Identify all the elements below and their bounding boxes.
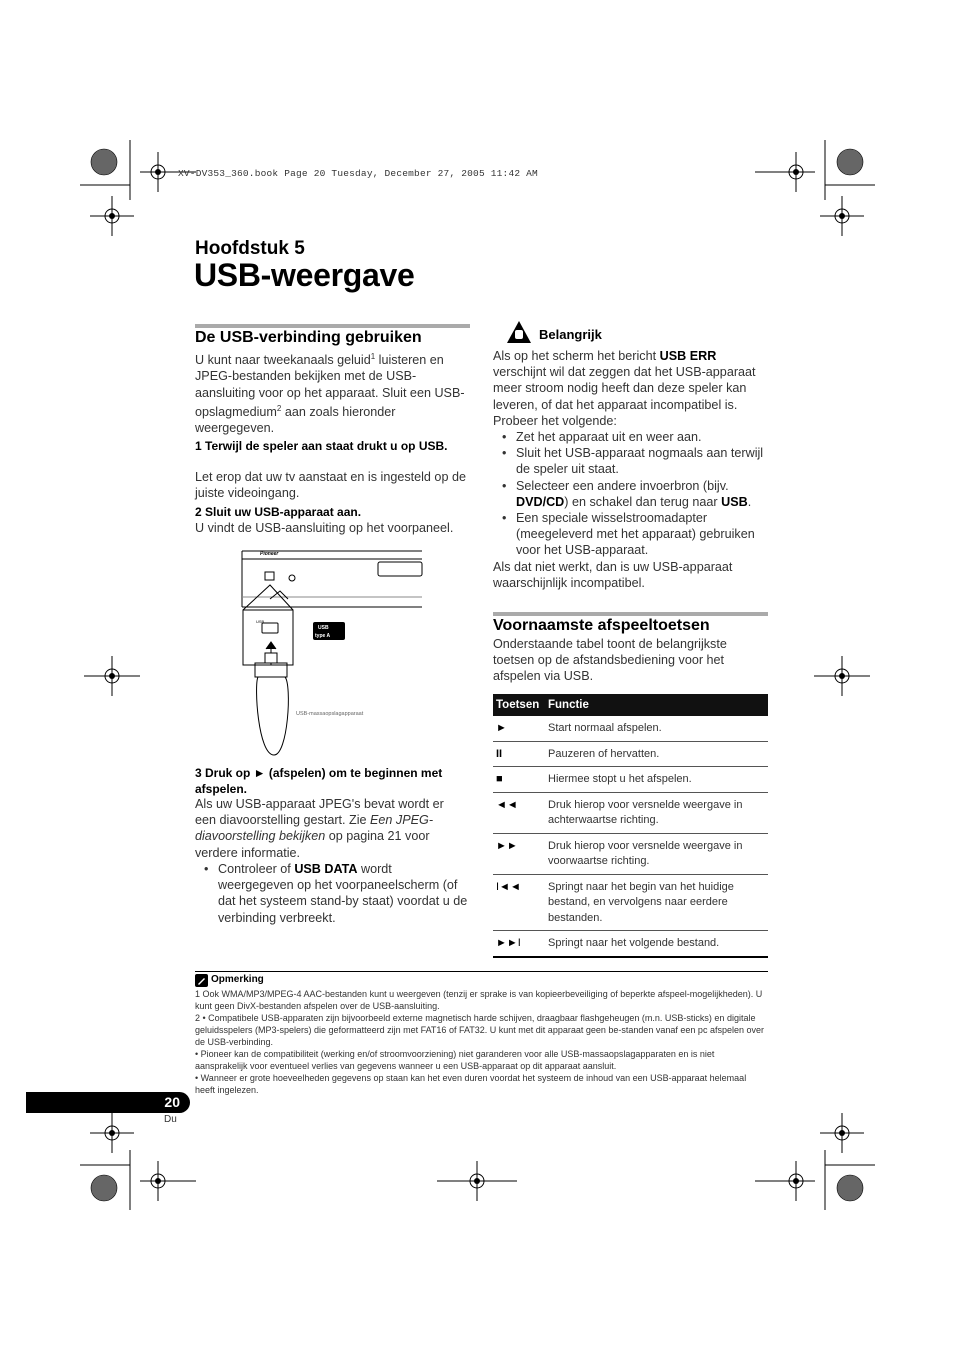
key-function: Druk hierop voor versnelde weergave in achterwaartse richting. (545, 792, 768, 833)
intro-text: luisteren en JPEG-bestanden bekijken met de USB-aansluiting voor op het apparaat. Sluit een USB-opslagmedium (195, 353, 465, 419)
intro-text: aan zoals hieronder weergegeven. (195, 404, 396, 436)
usb-data-label: USB DATA (294, 862, 358, 876)
step-3-text (195, 796, 467, 861)
usb-label: USB (721, 494, 748, 509)
footnote-4: • Wanneer er grote hoeveelheden gegevens op staan kan het even duren voordat het systeem de inhoud van een USB-apparaat helemaal heeft ingelezen. (195, 1073, 747, 1095)
table-row (493, 874, 768, 931)
key-function: Hiermee stopt u het afspelen. (545, 767, 768, 793)
list-item: • Zet het apparaat uit en weer aan. (493, 429, 768, 445)
chapter-label: Hoofdstuk 5 (195, 238, 305, 259)
brand-logo: Pioneer (260, 551, 279, 557)
table-row (493, 833, 768, 874)
usb-type-label-1: USB (318, 625, 329, 631)
important-title: Belangrijk (539, 327, 602, 342)
print-header: XV-DV353_360.book Page 20 Tuesday, December 27, 2005 11:42 AM (178, 168, 538, 179)
warning-icon (506, 320, 532, 344)
key-stop: ■ (493, 767, 545, 793)
key-pause: II (493, 741, 545, 767)
important-after: Als dat niet werkt, dan is uw USB-apparaat waarschijnlijk incompatibel. (493, 559, 733, 590)
key-rewind: ◄◄ (493, 792, 545, 833)
intro-text: U kunt naar tweekanaals geluid (195, 353, 371, 368)
important-text-part: verschijnt wil dat zeggen dat het USB-apparaat meer stroom nodig heeft dan deze speler kan leveren, of dat het apparaat incompatibel is. Probeer het volgende: (493, 365, 756, 428)
table-row (493, 792, 768, 833)
step-2-text: U vindt de USB-aansluiting op het voorpaneel. (195, 521, 454, 535)
list-item: • Sluit het USB-apparaat nogmaals aan terwijl de speler uit staat. (493, 445, 768, 477)
step-3-text-part: Als uw USB-apparaat JPEG's bevat wordt er een diavoorstelling gestart. Zie (195, 797, 444, 828)
important-text-part: Als op het scherm het bericht (493, 349, 660, 363)
list-item: • Een speciale wisselstroomadapter (meegeleverd met het apparaat) gebruiken voor het USB-apparaat. (493, 510, 768, 559)
section-heading-usb: De USB-verbinding gebruiken (195, 329, 422, 346)
keys-intro: Onderstaande tabel toont de belangrijkste toetsen op de afstandsbediening voor het afspelen via USB. (493, 637, 727, 684)
dvd-cd-label: DVD/CD (516, 494, 565, 509)
table-row (493, 931, 768, 957)
table-header-row (493, 694, 768, 716)
footnote-ref-2: 2 (276, 403, 282, 413)
table-row (493, 741, 768, 767)
important-text (493, 348, 768, 591)
footnote-ref-1: 1 (370, 352, 376, 361)
usb-device-label: USB-massaopslagapparaat (296, 711, 364, 717)
usb-type-label-2: type A (315, 633, 331, 639)
step-3-text-part: op pagina 21 voor verdere informatie. (195, 829, 430, 860)
footnote-3: • Pioneer kan de compatibiliteit (werking en/of stroomvoorziening) niet garanderen voor alle USB-massaopslagapparaten en is niet aansprakelijk voor eventueel verlies van gegevens wanneer u een USB-apparaat op dit apparaat aansluit. (195, 1049, 715, 1071)
footnote-2: 2 • Compatibele USB-apparaten zijn bijvoorbeeld externe magnetisch harde schijven, draagbaar flashgeheugen (m.n. USB-sticks) en digitale geluidsspelers (MP3-spelers) die geformatteerd zijn met FAT16 of FAT32. U kunt met dit apparaat geen be-standen vanaf een pc afspelen over de USB-verbinding. (195, 1013, 764, 1047)
note-title: Opmerking (211, 974, 264, 985)
bullet-text: Controleer of (218, 862, 295, 876)
language-code: Du (164, 1114, 177, 1125)
usb-connection-figure (230, 545, 430, 760)
usb-port-label: USB (256, 619, 265, 624)
table-row (493, 767, 768, 793)
page-title: USB-weergave (194, 257, 415, 293)
left-intro (195, 349, 467, 436)
bullet-text: wordt weergegeven op het voorpaneelscherm (of dat het systeem stand-by staat) voordat u de verbinding verbreekt. (218, 862, 468, 925)
usb-err-label: USB ERR (659, 349, 717, 363)
step-3-bullets (195, 861, 470, 926)
page-number: 20 (26, 1092, 190, 1113)
list-item (195, 861, 470, 926)
note-rule (195, 971, 768, 972)
step-3-title: 3 Druk op ► (afspelen) om te beginnen met afspelen. (195, 766, 443, 796)
section-heading-keys: Voornaamste afspeeltoetsen (493, 617, 710, 634)
note-icon (195, 974, 208, 987)
key-function: Druk hierop voor versnelde weergave in voorwaartse richting. (545, 833, 768, 874)
step-1-text: Let erop dat uw tv aanstaat en is ingesteld op de juiste videoingang. (195, 470, 466, 501)
keys-table (493, 694, 768, 958)
key-function: Pauzeren of hervatten. (545, 741, 768, 767)
key-function: Springt naar het volgende bestand. (545, 931, 768, 957)
column-header-key: Toetsen (493, 694, 545, 716)
key-fast-forward: ►► (493, 833, 545, 874)
step-2-title: 2 Sluit uw USB-apparaat aan. (195, 505, 362, 519)
step-1-title: 1 Terwijl de speler aan staat drukt u op USB. (195, 439, 448, 453)
footnote-1: 1 Ook WMA/MP3/MPEG-4 AAC-bestanden kunt u weergeven (tenzij er sprake is van kopieerbeveiliging of beperkte afspeel-mogelijkheden). U kunt geen DivX-bestanden afspelen over de USB-aansluiting. (195, 989, 763, 1011)
bullet-text: Selecteer een andere invoerbron (bijv. (516, 478, 729, 493)
bullet-text: ) en schakel dan terug naar (564, 494, 722, 509)
section-rule (493, 612, 768, 616)
key-play: ► (493, 716, 545, 741)
note-body (195, 988, 768, 1096)
column-header-function: Functie (545, 694, 768, 716)
key-previous: I◄◄ (493, 874, 545, 931)
table-row (493, 716, 768, 741)
bullet-text: . (747, 494, 752, 509)
list-item (493, 478, 768, 510)
section-rule (195, 324, 470, 328)
crossref-link: Een JPEG-diavoorstelling bekijken (195, 813, 434, 844)
key-function: Start normaal afspelen. (545, 716, 768, 741)
key-function: Springt naar het begin van het huidige bestand, en vervolgens naar eerdere bestanden. (545, 874, 768, 931)
important-list (493, 429, 768, 559)
key-next: ►►I (493, 931, 545, 957)
